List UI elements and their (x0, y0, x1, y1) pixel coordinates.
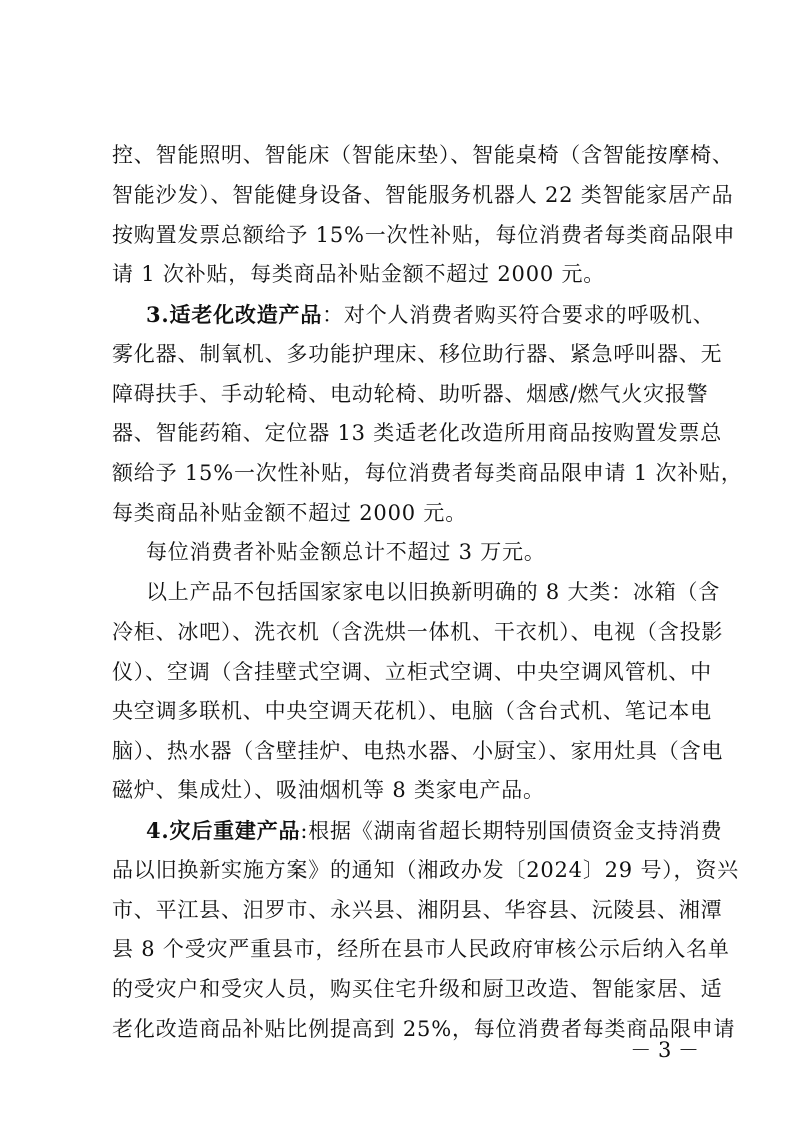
body-text-line: 老化改造商品补贴比例提高到 25%，每位消费者每类商品限申请 (112, 1017, 736, 1041)
body-text-line: 雾化器、制氧机、多功能护理床、移位助行器、紧急呼叫器、无 (112, 342, 723, 366)
section-4-heading-line (146, 816, 723, 846)
body-text-line: 磁炉、集成灶）、吸油烟机等 8 类家电产品。 (112, 778, 545, 802)
body-text-line: 仪）、空调（含挂壁式空调、立柜式空调、中央空调风管机、中 (112, 660, 712, 684)
section-4-heading: 4.灾后重建产品 (146, 818, 301, 843)
section-3-intro-text: ：对个人消费者购买符合要求的呼吸机、 (322, 303, 715, 327)
body-text-line: 县 8 个受灾严重县市，经所在县市人民政府审核公示后纳入名单 (112, 937, 730, 961)
body-text-line: 市、平江县、汨罗市、永兴县、湘阴县、华容县、沅陵县、湘潭 (112, 898, 723, 922)
body-text-line: 额给予 15%一次性补贴，每位消费者每类商品限申请 1 次补贴， (112, 461, 743, 485)
exclusion-intro-line: 以上产品不包括国家家电以旧换新明确的 8 大类：冰箱（含 (146, 580, 721, 604)
body-text-line: 每类商品补贴金额不超过 2000 元。 (112, 501, 467, 525)
body-text-line: 脑）、热水器（含壁挂炉、电热水器、小厨宝）、家用灶具（含电 (112, 739, 724, 763)
body-text-line: 器、智能药箱、定位器 13 类适老化改造所用商品按购置发票总 (112, 421, 723, 445)
body-text-line: 按购置发票总额给予 15%一次性补贴，每位消费者每类商品限申 (112, 223, 736, 247)
body-text-line: 请 1 次补贴，每类商品补贴金额不超过 2000 元。 (112, 262, 606, 286)
section-4-intro-text: :根据《湖南省超长期特别国债资金支持消费 (300, 819, 723, 843)
body-text-line: 冷柜、冰吧）、洗衣机（含洗烘一体机、干衣机）、电视（含投影 (112, 620, 724, 644)
body-text-line: 的受灾户和受灾人员，购买住宅升级和厨卫改造、智能家居、适 (112, 977, 723, 1001)
subsidy-total-line: 每位消费者补贴金额总计不超过 3 万元。 (146, 540, 546, 564)
section-3-heading: 3.适老化改造产品 (146, 302, 323, 327)
page-number: － 3 － (630, 1038, 699, 1062)
body-text-line: 品以旧换新实施方案》的通知（湘政办发〔2024〕29 号），资兴 (112, 858, 739, 882)
body-text-line: 央空调多联机、中央空调天花机）、电脑（含台式机、笔记本电 (112, 699, 712, 723)
body-text-line: 控、智能照明、智能床（智能床垫）、智能桌椅（含智能按摩椅、 (112, 143, 734, 167)
section-3-heading-line (146, 300, 715, 330)
body-text-line: 障碍扶手、手动轮椅、电动轮椅、助听器、烟感/燃气火灾报警 (112, 382, 709, 406)
body-text-line: 智能沙发）、智能健身设备、智能服务机器人 22 类智能家居产品 (112, 183, 734, 207)
